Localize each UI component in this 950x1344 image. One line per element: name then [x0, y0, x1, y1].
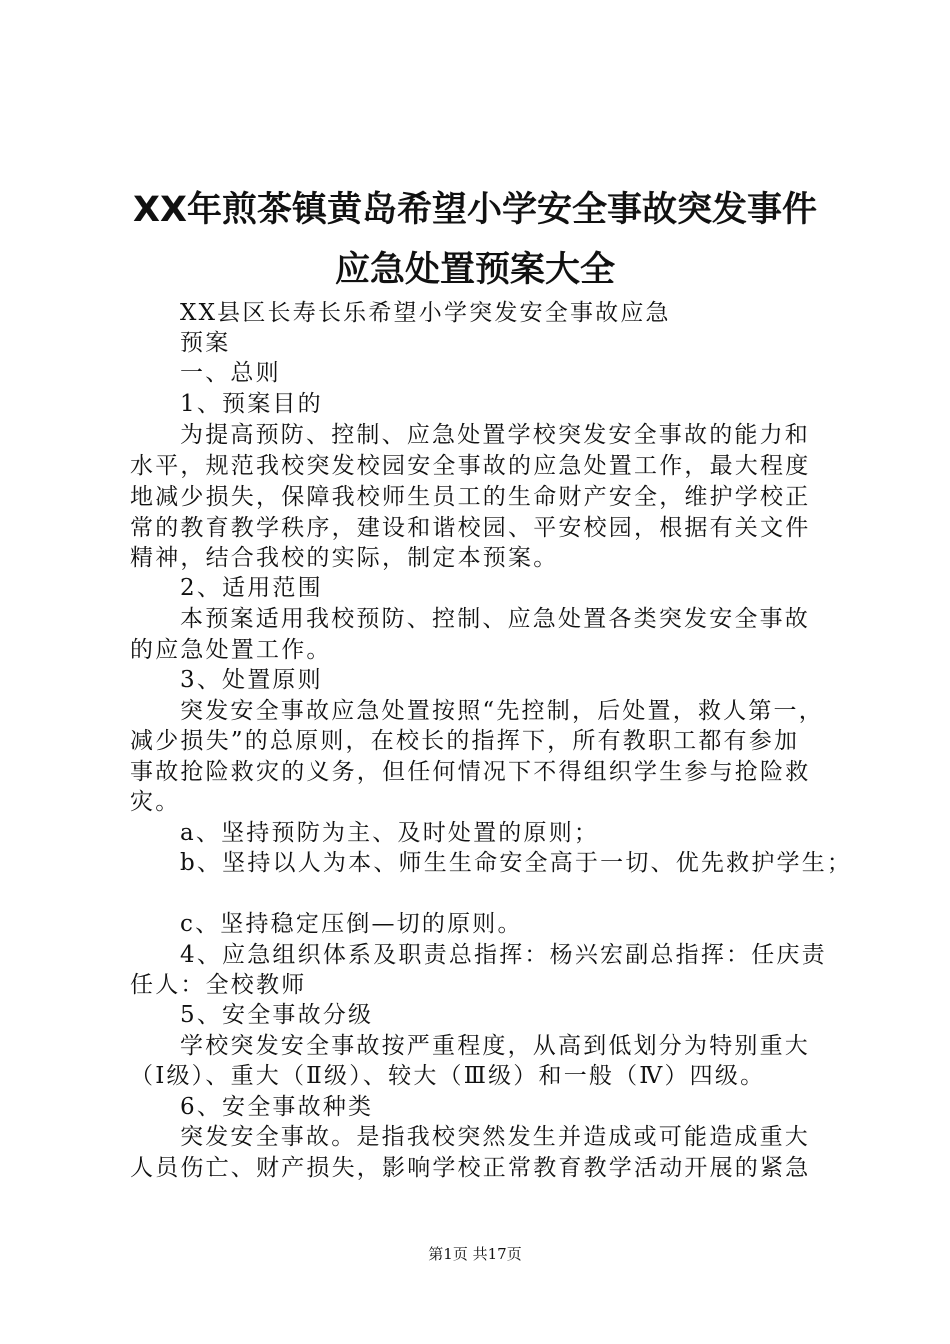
body-line: 灾。	[130, 789, 181, 815]
list-item: b、坚持以人为本、师生生命安全高于一切、优先救护学生；	[180, 850, 853, 876]
body-line: 人员伤亡、财产损失，影响学校正常教育教学活动开展的紧急	[130, 1155, 811, 1181]
body-line: 的应急处置工作。	[130, 637, 332, 663]
body-line: 突发安全事故应急处置按照“先控制，后处置，救人第一，	[180, 698, 824, 724]
body-line: 地减少损失，保障我校师生员工的生命财产安全，维护学校正	[130, 484, 811, 510]
body-line: 减少损失”的总原则，在校长的指挥下，所有教职工都有参加	[130, 728, 800, 754]
body-line: 学校突发安全事故按严重程度，从高到低划分为特别重大	[180, 1033, 810, 1059]
list-item: a、坚持预防为主、及时处置的原则；	[180, 820, 600, 846]
body-line: （Ⅰ级）、重大（Ⅱ级）、较大（Ⅲ级）和一般（Ⅳ）四级。	[130, 1063, 766, 1089]
document-title-line-1: XX年煎茶镇黄岛希望小学安全事故突发事件	[133, 190, 817, 230]
section-heading: 4、应急组织体系及职责总指挥：杨兴宏副总指挥：任庆责	[180, 942, 827, 968]
section-heading: 1、预案目的	[180, 391, 323, 417]
document-title-line-2: 应急处置预案大全	[334, 250, 615, 290]
body-line: 精神，结合我校的实际，制定本预案。	[130, 545, 559, 571]
body-line: 常的教育教学秩序，建设和谐校园、平安校园，根据有关文件	[130, 515, 811, 541]
page-number-footer: 第1页 共17页	[428, 1245, 522, 1263]
section-heading: 2、适用范围	[180, 575, 323, 601]
section-heading: 3、处置原则	[180, 667, 323, 693]
body-line: 为提高预防、控制、应急处置学校突发安全事故的能力和	[180, 422, 810, 448]
list-item: c、坚持稳定压倒—切的原则。	[180, 911, 523, 937]
section-heading: 5、安全事故分级	[180, 1002, 374, 1028]
body-line: 预案	[180, 330, 231, 356]
body-line: 水平，规范我校突发校园安全事故的应急处置工作，最大程度	[130, 453, 811, 479]
body-line: 突发安全事故。是指我校突然发生并造成或可能造成重大	[180, 1124, 810, 1150]
body-line: XX县区长寿长乐希望小学突发安全事故应急	[180, 300, 671, 326]
section-heading: 6、安全事故种类	[180, 1094, 374, 1120]
body-line: 本预案适用我校预防、控制、应急处置各类突发安全事故	[180, 606, 810, 632]
section-heading: 一、总则	[180, 360, 281, 386]
body-line: 事故抢险救灾的义务，但任何情况下不得组织学生参与抢险救	[130, 759, 811, 785]
body-line: 任人：全校教师	[130, 972, 307, 998]
